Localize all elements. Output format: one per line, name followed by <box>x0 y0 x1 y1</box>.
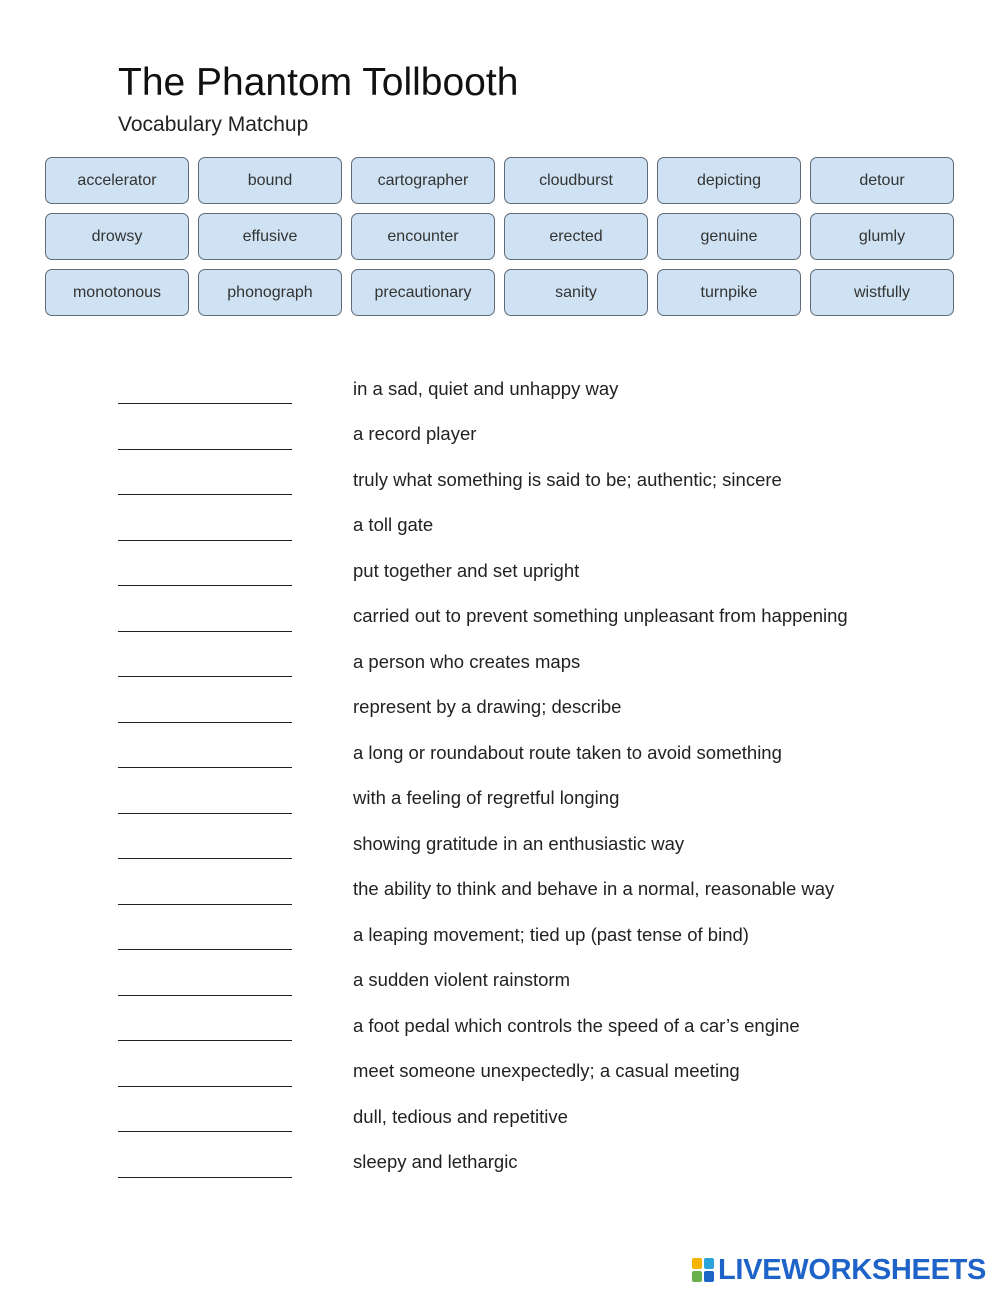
question-row <box>118 958 958 1004</box>
answer-blank-input[interactable] <box>118 700 292 723</box>
word-tile[interactable]: turnpike <box>657 269 801 316</box>
answer-blank-input[interactable] <box>118 1109 292 1132</box>
answer-blank-input[interactable] <box>118 1018 292 1041</box>
definition-text: in a sad, quiet and unhappy way <box>353 377 619 399</box>
word-tile[interactable]: wistfully <box>810 269 954 316</box>
question-row <box>118 412 958 458</box>
answer-blank-input[interactable] <box>118 927 292 950</box>
answer-blank-input[interactable] <box>118 609 292 632</box>
answer-blank-input[interactable] <box>118 1155 292 1178</box>
definition-text: meet someone unexpectedly; a casual meeting <box>353 1060 740 1082</box>
definition-text: sleepy and lethargic <box>353 1151 518 1173</box>
question-row <box>118 867 958 913</box>
question-row <box>118 912 958 958</box>
answer-blank-input[interactable] <box>118 563 292 586</box>
answer-blank-input[interactable] <box>118 472 292 495</box>
word-tile[interactable]: accelerator <box>45 157 189 204</box>
answer-blank-input[interactable] <box>118 791 292 814</box>
question-row <box>118 685 958 731</box>
word-tile[interactable]: sanity <box>504 269 648 316</box>
page-title: The Phantom Tollbooth <box>118 61 519 104</box>
question-row <box>118 366 958 412</box>
word-tile[interactable]: genuine <box>657 213 801 260</box>
word-tile[interactable]: detour <box>810 157 954 204</box>
question-row <box>118 457 958 503</box>
question-row <box>118 548 958 594</box>
answer-blank-input[interactable] <box>118 654 292 677</box>
word-tile[interactable]: cartographer <box>351 157 495 204</box>
question-row <box>118 1140 958 1186</box>
definition-text: put together and set upright <box>353 559 580 581</box>
word-tile[interactable]: monotonous <box>45 269 189 316</box>
definition-text: truly what something is said to be; authentic; sincere <box>353 468 782 490</box>
word-bank <box>45 157 955 316</box>
answer-blank-input[interactable] <box>118 427 292 450</box>
answer-blank-input[interactable] <box>118 882 292 905</box>
word-tile[interactable]: phonograph <box>198 269 342 316</box>
liveworksheets-brand <box>692 1255 986 1285</box>
definition-text: carried out to prevent something unpleasant from happening <box>353 605 848 627</box>
answer-blank-input[interactable] <box>118 973 292 996</box>
question-row <box>118 639 958 685</box>
word-tile[interactable]: encounter <box>351 213 495 260</box>
question-row <box>118 1049 958 1095</box>
answer-blank-input[interactable] <box>118 1064 292 1087</box>
word-tile[interactable]: precautionary <box>351 269 495 316</box>
question-row <box>118 1003 958 1049</box>
definition-text: with a feeling of regretful longing <box>353 787 620 809</box>
answer-blank-input[interactable] <box>118 518 292 541</box>
definition-text: a foot pedal which controls the speed of a car’s engine <box>353 1014 800 1036</box>
word-tile[interactable]: bound <box>198 157 342 204</box>
answer-blank-input[interactable] <box>118 381 292 404</box>
definition-text: a record player <box>353 423 477 445</box>
definition-text: a toll gate <box>353 514 434 536</box>
question-row <box>118 1094 958 1140</box>
definition-text: a leaping movement; tied up (past tense of bind) <box>353 923 749 945</box>
brand-text: LIVEWORKSHEETS <box>718 1254 987 1286</box>
definition-text: a long or roundabout route taken to avoid something <box>353 741 782 763</box>
question-row <box>118 776 958 822</box>
question-row <box>118 503 958 549</box>
question-row <box>118 730 958 776</box>
word-tile[interactable]: drowsy <box>45 213 189 260</box>
definition-text: showing gratitude in an enthusiastic way <box>353 832 685 854</box>
page-subtitle: Vocabulary Matchup <box>118 113 309 136</box>
definition-text: dull, tedious and repetitive <box>353 1105 568 1127</box>
word-tile[interactable]: effusive <box>198 213 342 260</box>
liveworksheets-logo-icon <box>692 1258 714 1282</box>
definition-text: represent by a drawing; describe <box>353 696 622 718</box>
question-list <box>118 366 958 1185</box>
definition-text: a person who creates maps <box>353 650 581 672</box>
word-tile[interactable]: depicting <box>657 157 801 204</box>
word-tile[interactable]: glumly <box>810 213 954 260</box>
question-row <box>118 821 958 867</box>
word-tile[interactable]: erected <box>504 213 648 260</box>
answer-blank-input[interactable] <box>118 745 292 768</box>
definition-text: the ability to think and behave in a normal, reasonable way <box>353 878 835 900</box>
question-row <box>118 594 958 640</box>
definition-text: a sudden violent rainstorm <box>353 969 570 991</box>
answer-blank-input[interactable] <box>118 836 292 859</box>
word-tile[interactable]: cloudburst <box>504 157 648 204</box>
